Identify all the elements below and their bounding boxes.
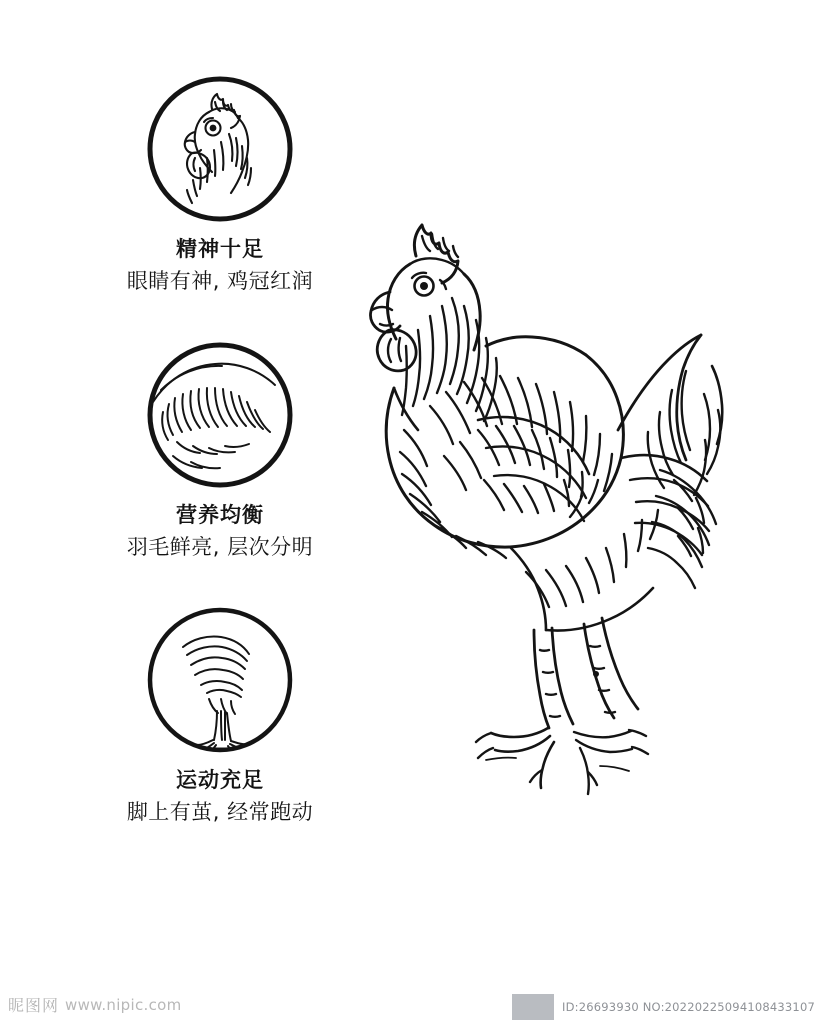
watermark-bar — [0, 978, 821, 1024]
rooster-feather-badge-icon — [143, 338, 297, 492]
feature-title: 精神十足 — [176, 237, 264, 261]
feature-desc: 脚上有茧, 经常跑动 — [126, 800, 314, 825]
site-logo-text: 昵图网 — [8, 996, 60, 1015]
image-id-text: ID:26693930 NO:20220225094108433107 — [554, 994, 821, 1020]
color-swatch — [512, 994, 554, 1020]
feature-title: 营养均衡 — [176, 502, 264, 527]
feature-item-spirit — [90, 72, 350, 296]
feature-item-nutrition — [90, 338, 350, 562]
site-watermark — [8, 993, 182, 1016]
feature-desc: 眼睛有神, 鸡冠红润 — [126, 269, 314, 294]
rooster-line-art-illustration — [360, 180, 790, 860]
feature-title: 运动充足 — [176, 768, 264, 793]
site-domain-text: www.nipic.com — [65, 995, 182, 1014]
feature-desc: 羽毛鲜亮, 层次分明 — [126, 534, 314, 559]
image-id-badge — [512, 994, 821, 1020]
rooster-head-badge-icon — [143, 72, 297, 226]
feature-list — [90, 72, 350, 869]
feature-item-exercise — [90, 603, 350, 827]
rooster-legs-badge-icon — [143, 603, 297, 757]
